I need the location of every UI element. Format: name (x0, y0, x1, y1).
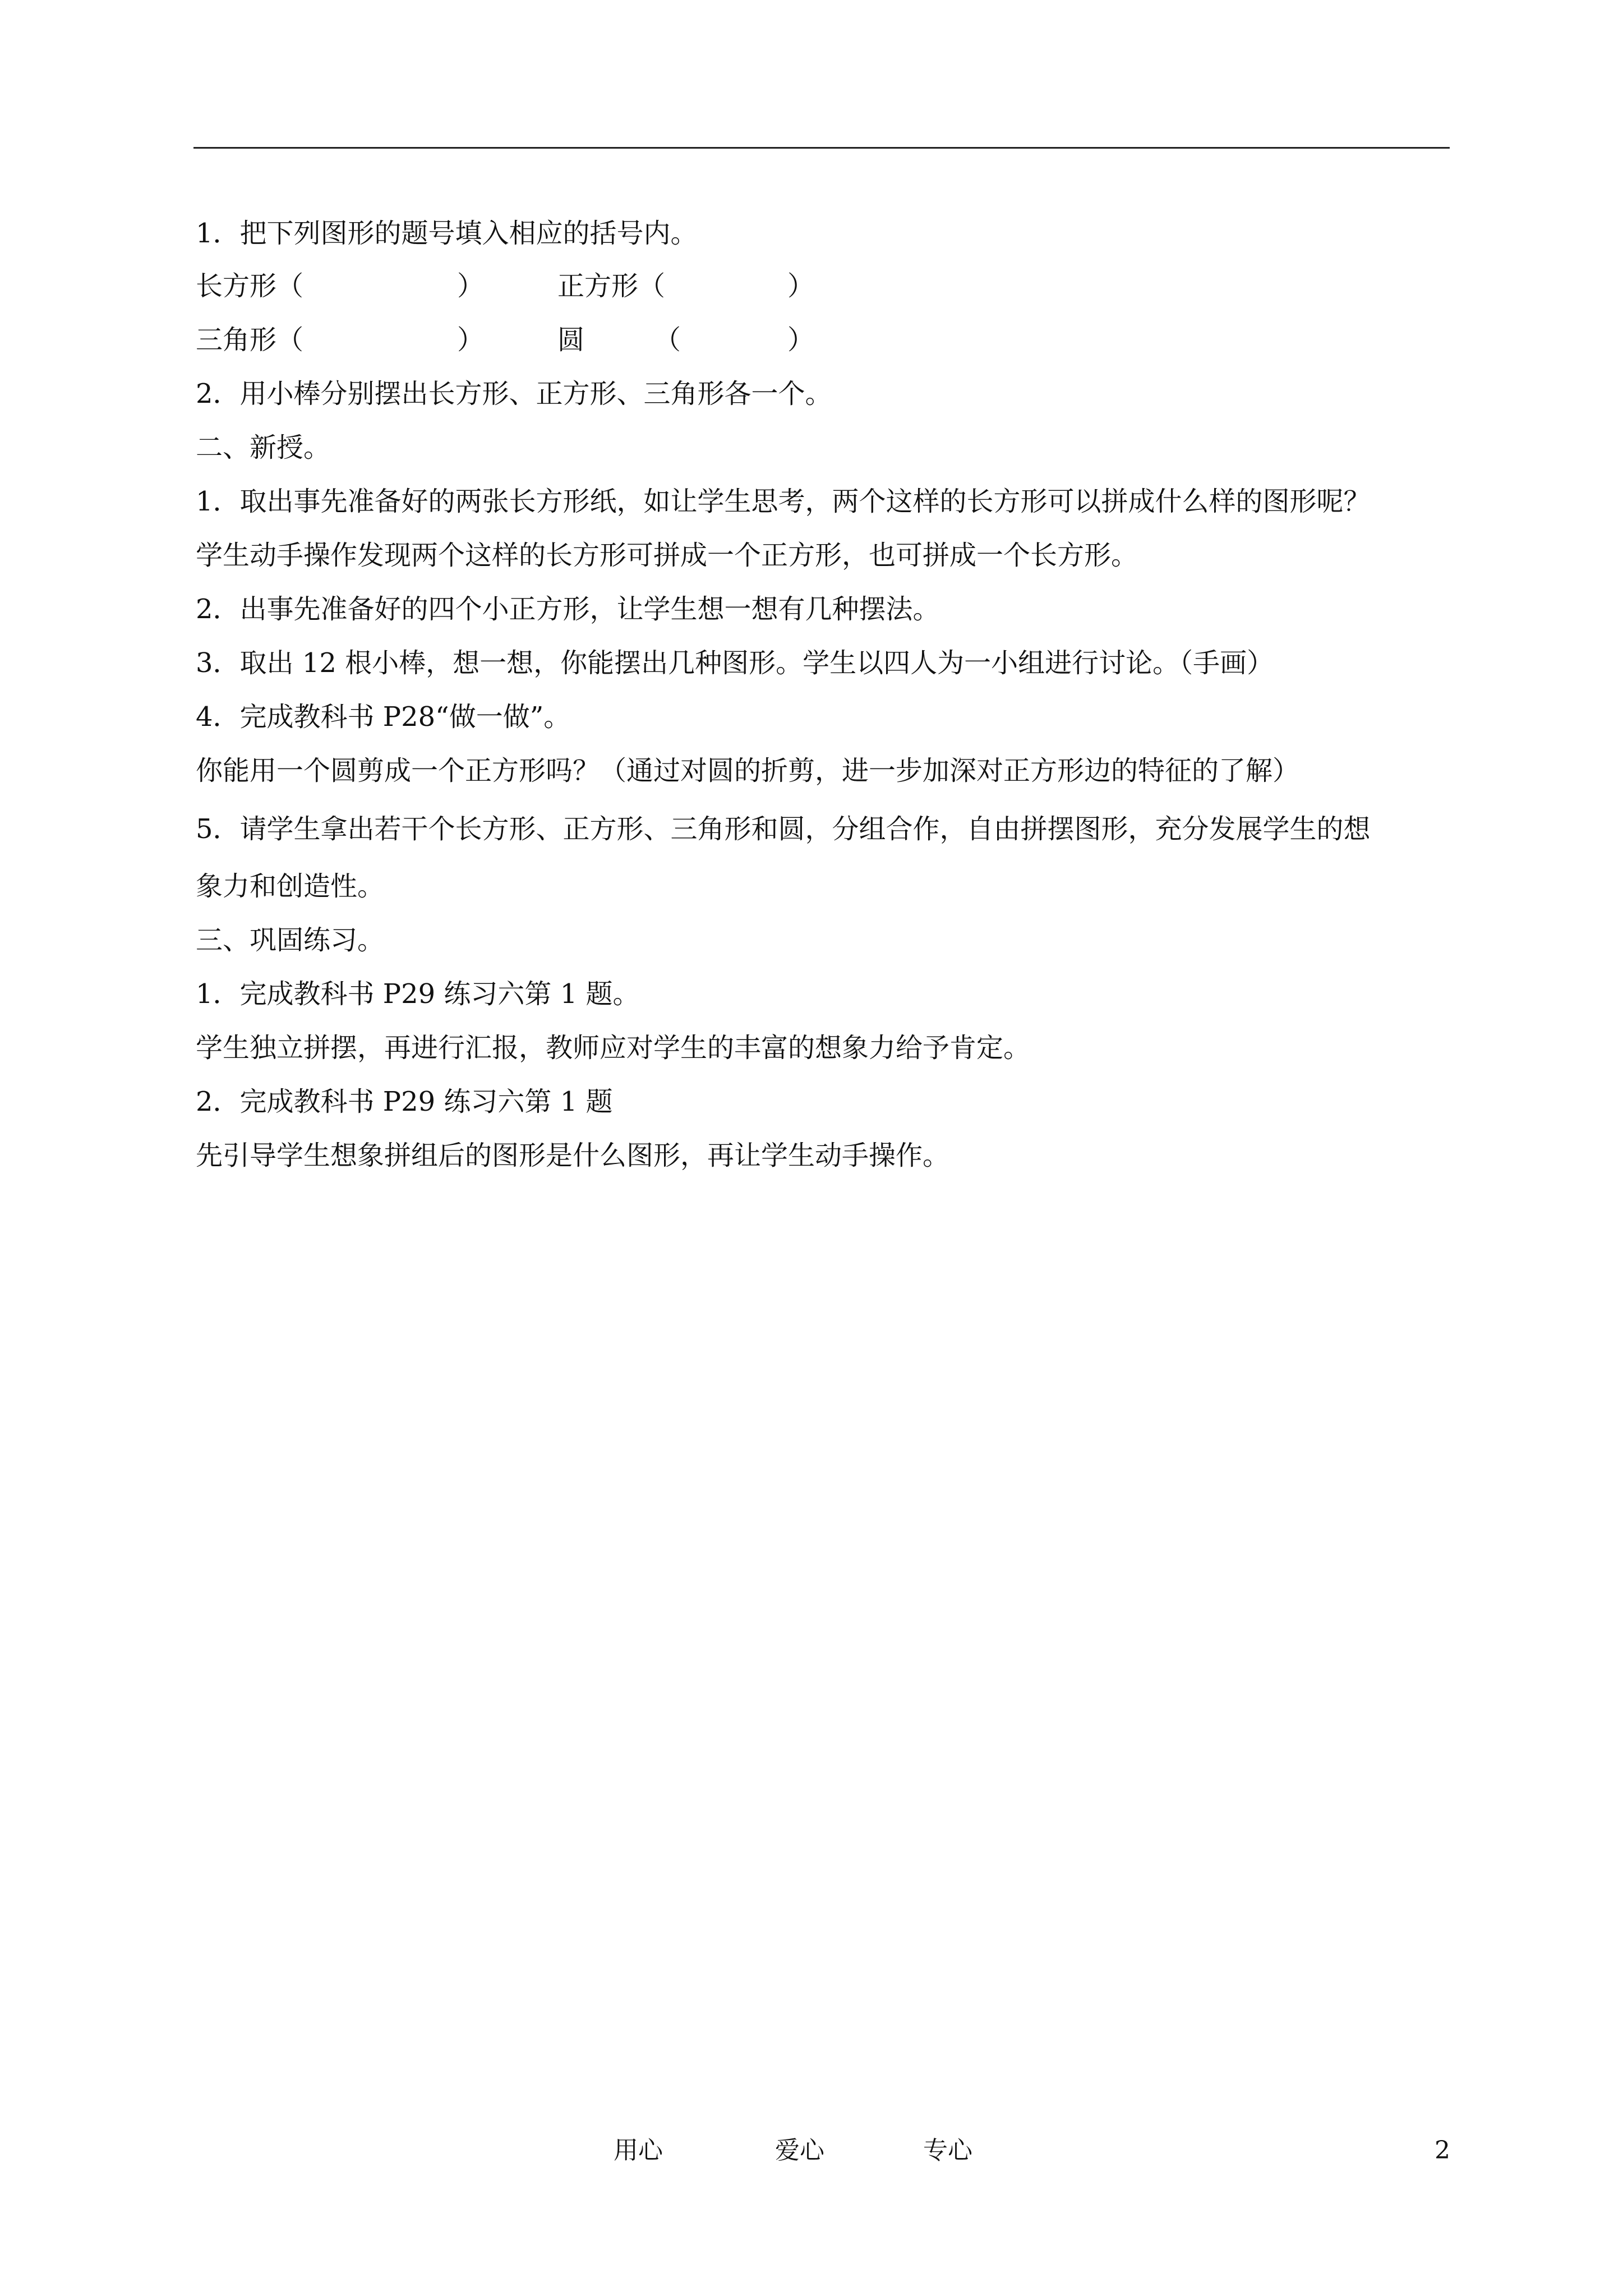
new-item-5: 5．请学生拿出若干个长方形、正方形、三角形和圆，分组合作，自由拼摆图形，充分发展学生的想 (196, 813, 1371, 845)
new-item-4: 4．完成教科书 P28“做一做”。 (196, 701, 571, 733)
new-item-1: 1．取出事先准备好的两张长方形纸，如让学生思考，两个这样的长方形可以拼成什么样的图形呢？ (196, 486, 1371, 517)
exercise-item-2: 2．用小棒分别摆出长方形、正方形、三角形各一个。 (196, 378, 832, 409)
footer-motto-3: 专心 (923, 2136, 972, 2165)
square-bracket-close: ） (787, 270, 815, 302)
practice-item-2: 2．完成教科书 P29 练习六第 1 题 (196, 1086, 613, 1117)
square-label: 正方形（ (557, 270, 666, 302)
footer-motto-1: 用心 (614, 2136, 663, 2165)
practice-item-1-continued: 学生独立拼摆，再进行汇报，教师应对学生的丰富的想象力给予肯定。 (196, 1032, 1031, 1064)
new-item-4-continued: 你能用一个圆剪成一个正方形吗？（通过对圆的折剪，进一步加深对正方形边的特征的了解） (196, 755, 1300, 786)
practice-item-2-continued: 先引导学生想象拼组后的图形是什么图形，再让学生动手操作。 (196, 1140, 950, 1171)
circle-label: 圆 (557, 324, 585, 356)
section-heading-new: 二、新授。 (196, 432, 331, 463)
new-item-3: 3．取出 12 根小棒，想一想，你能摆出几种图形。学生以四人为一小组进行讨论。（手画） (196, 647, 1274, 679)
rectangle-bracket-close: ） (457, 270, 485, 302)
footer-motto-2: 爱心 (775, 2136, 824, 2165)
section-heading-practice: 三、巩固练习。 (196, 924, 385, 956)
header-rule (193, 147, 1450, 149)
new-item-5-continued: 象力和创造性。 (196, 871, 385, 902)
page-number: 2 (1435, 2136, 1450, 2165)
rectangle-label: 长方形（ (196, 270, 304, 302)
exercise-item-1: 1．把下列图形的题号填入相应的括号内。 (196, 218, 698, 249)
circle-bracket-close: ） (787, 324, 815, 356)
triangle-bracket-close: ） (457, 324, 485, 356)
triangle-label: 三角形（ (196, 324, 304, 356)
circle-bracket-open: （ (654, 324, 681, 356)
new-item-1-continued: 学生动手操作发现两个这样的长方形可拼成一个正方形，也可拼成一个长方形。 (196, 540, 1138, 571)
new-item-2: 2．出事先准备好的四个小正方形，让学生想一想有几种摆法。 (196, 593, 940, 625)
practice-item-1: 1．完成教科书 P29 练习六第 1 题。 (196, 978, 640, 1010)
